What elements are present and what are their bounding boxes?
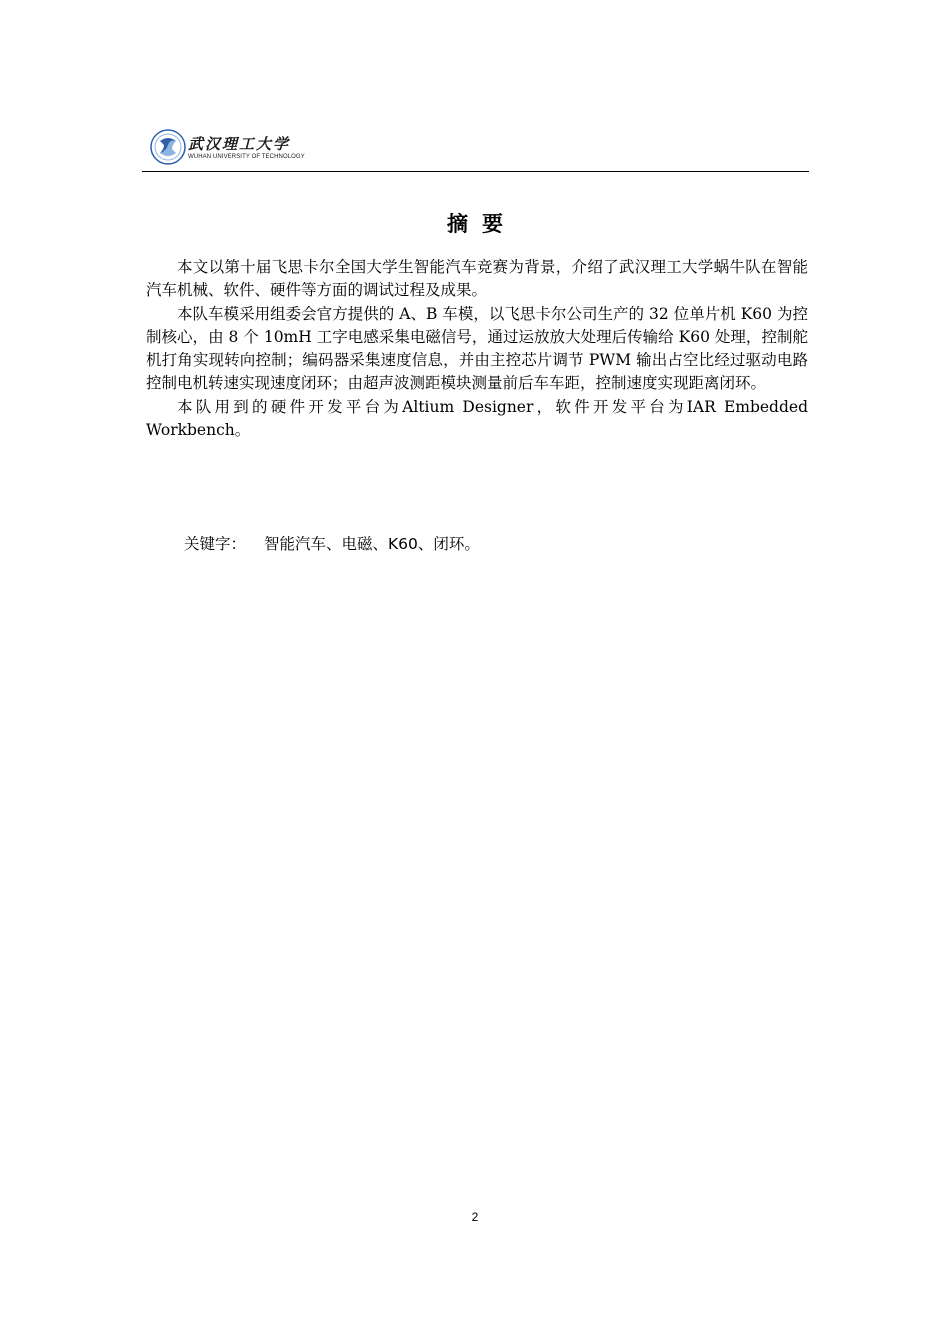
abstract-title: 摘要 [447,212,517,236]
header-divider [142,171,809,172]
university-emblem-icon [150,129,186,165]
document-header [146,127,808,171]
keywords-value: 智能汽车、电磁、K60、闭环。 [264,535,480,553]
keywords-label: 关键字： [184,535,247,553]
page-number: 2 [471,1210,479,1224]
university-name-cn: 武汉理工大学 [188,135,291,153]
university-name-en: WUHAN UNIVERSITY OF TECHNOLOGY [188,154,305,160]
keywords-line [184,532,480,554]
abstract-paragraph: 本文以第十届飞思卡尔全国大学生智能汽车竞赛为背景，介绍了武汉理工大学蜗牛队在智能汽车机械、软件、硬件等方面的调试过程及成果。 [146,258,808,300]
abstract-paragraph: 本队用到的硬件开发平台为Altium Designer，软件开发平台为IAR Embedded Workbench。 [146,397,808,440]
abstract-paragraph: 本队车模采用组委会官方提供的 A、B 车模，以飞思卡尔公司生产的 32 位单片机 K60 为控制核心，由 8 个 10mH 工字电感采集电磁信号，通过运放放大处理后传输给 K60 处理，控制舵机打角实现转向控制；编码器采集速度信息，并由主控芯片调节 PWM 输出占空比经过驱动电路控制电机转速实现速度闭环；由超声波测距模块测量前后车车距，控制速度实现距离闭环。 [146,304,808,393]
abstract-body [146,256,808,442]
